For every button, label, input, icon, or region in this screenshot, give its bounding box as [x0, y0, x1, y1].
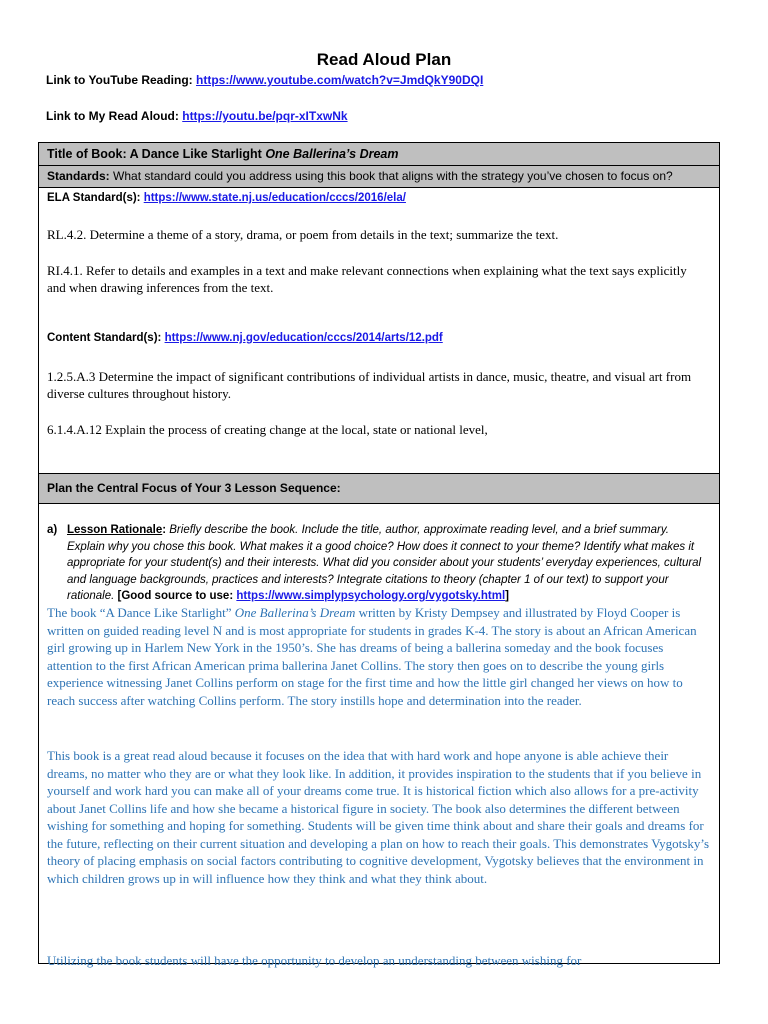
my-read-aloud-line [46, 109, 348, 123]
lesson-rationale-colon: : [162, 524, 167, 536]
content-standard-line [47, 332, 443, 344]
youtube-link-label: Link to YouTube Reading: [46, 73, 193, 87]
book-subtitle: One Ballerina’s Dream [265, 147, 399, 161]
plan-table [38, 142, 720, 968]
list-marker: a) [47, 524, 58, 536]
paragraph1-start: The book “A Dance Like Starlight” [47, 605, 235, 620]
content-standard-link[interactable]: https://www.nj.gov/education/cccs/2014/arts/12.pdf [164, 332, 443, 344]
youtube-link-line [46, 73, 483, 87]
central-focus-body [39, 504, 719, 968]
rationale-paragraph-summary [47, 604, 711, 709]
standards-body [39, 188, 719, 474]
book-title-row [39, 142, 719, 166]
my-read-aloud-label: Link to My Read Aloud: [46, 109, 179, 123]
source-end: ] [505, 590, 509, 602]
rationale-paragraph-continued: Utilizing the book students will have the opportunity to develop an understanding between wishing for [47, 953, 582, 968]
ela-standard-rl42: RL.4.2. Determine a theme of a story, drama, or poem from details in the text; summarize the text. [47, 227, 559, 242]
content-standard-label: Content Standard(s): [47, 332, 162, 344]
my-read-aloud-link[interactable]: https://youtu.be/pqr-xITxwNk [182, 109, 348, 123]
book-title-label: Title of Book: A Dance Like Starlight [47, 147, 266, 161]
youtube-link[interactable]: https://www.youtube.com/watch?v=JmdQkY90DQI [196, 73, 484, 87]
lesson-rationale-prompt [47, 522, 707, 605]
standards-label: Standards: [47, 169, 110, 183]
rationale-paragraph-reasoning: This book is a great read aloud because it focuses on the idea that with hard work and hope anyone is able achieve their dreams, no matter who they are or what they look like. In addition, it provides inspiration to the students that if you believe in yourself and work hard you can make all of your dreams come true. It is historical fiction which also allows for a pre-activity about Janet Collins life and how she became a historical figure in society. The book also determines the different between wishing for something and hoping for something. Students will be given time think about and share their goals and dreams for the future, reflecting on their current situation and developing a plan on how to reach their goals. This demonstrates Vygotsky’s theory of placing emphasis on social factors contributing to cognitive development, Vygotsky believes that the environment in which children grows up in will influence how they think and what they think about. [47, 748, 709, 886]
ela-standard-link[interactable]: https://www.state.nj.us/education/cccs/2016/ela/ [143, 192, 406, 204]
content-standard-social-studies: 6.1.4.A.12 Explain the process of creating change at the local, state or national level, [47, 422, 488, 437]
paragraph1-book-subtitle: One Ballerina’s Dream [234, 605, 356, 620]
ela-standard-ri41: RI.4.1. Refer to details and examples in a text and make relevant connections when explaining what the text says explicitly and when drawing inferences from the text. [47, 263, 687, 295]
page-title: Read Aloud Plan [316, 50, 452, 69]
lesson-rationale-instructions: Briefly describe the book. Include the title, author, approximate reading level, and a brief summary. Explain why you chose this book. What makes it a good choice? How does it connect to your theme? Identify what makes it appropriate for your student(s) and their interests. What did you consider about your students’ everyday experiences, cultural and language backgrounds, practices and interests? Integrate citations to theory (chapter 1 of our text) to support your rationale. [67, 524, 702, 602]
paragraph1-rest: written by Kristy Dempsey and illustrated by Floyd Cooper is written on guided reading level N and is most appropriate for students in grades K-4. The story is about an African American girl growing up in Harlem New York in the 1950’s. She has dreams of being a ballerina someday and the book focuses attention to the first African American prima ballerina Janet Collins. The story then goes on to describe the young girls experience witnessing Janet Collins perform on stage for the first time and how the little girl changed her views on how to reach success after watching Collins perform. The story instills hope and determination into the reader. [47, 605, 697, 708]
source-label: [Good source to use: [114, 590, 237, 602]
ela-standard-label: ELA Standard(s): [47, 192, 141, 204]
standards-header-row [39, 166, 719, 188]
central-focus-row: Plan the Central Focus of Your 3 Lesson Sequence: [39, 474, 719, 504]
content-standard-arts: 1.2.5.A.3 Determine the impact of significant contributions of individual artists in dance, music, theatre, and visual art from diverse cultures throughout history. [47, 369, 692, 401]
vygotsky-source-link[interactable]: https://www.simplypsychology.org/vygotsky.html [236, 590, 506, 602]
standards-question: What standard could you address using this book that aligns with the strategy you’ve chosen to focus on? [109, 169, 673, 183]
lesson-rationale-label: Lesson Rationale [67, 524, 163, 536]
ela-standard-line [47, 192, 406, 204]
